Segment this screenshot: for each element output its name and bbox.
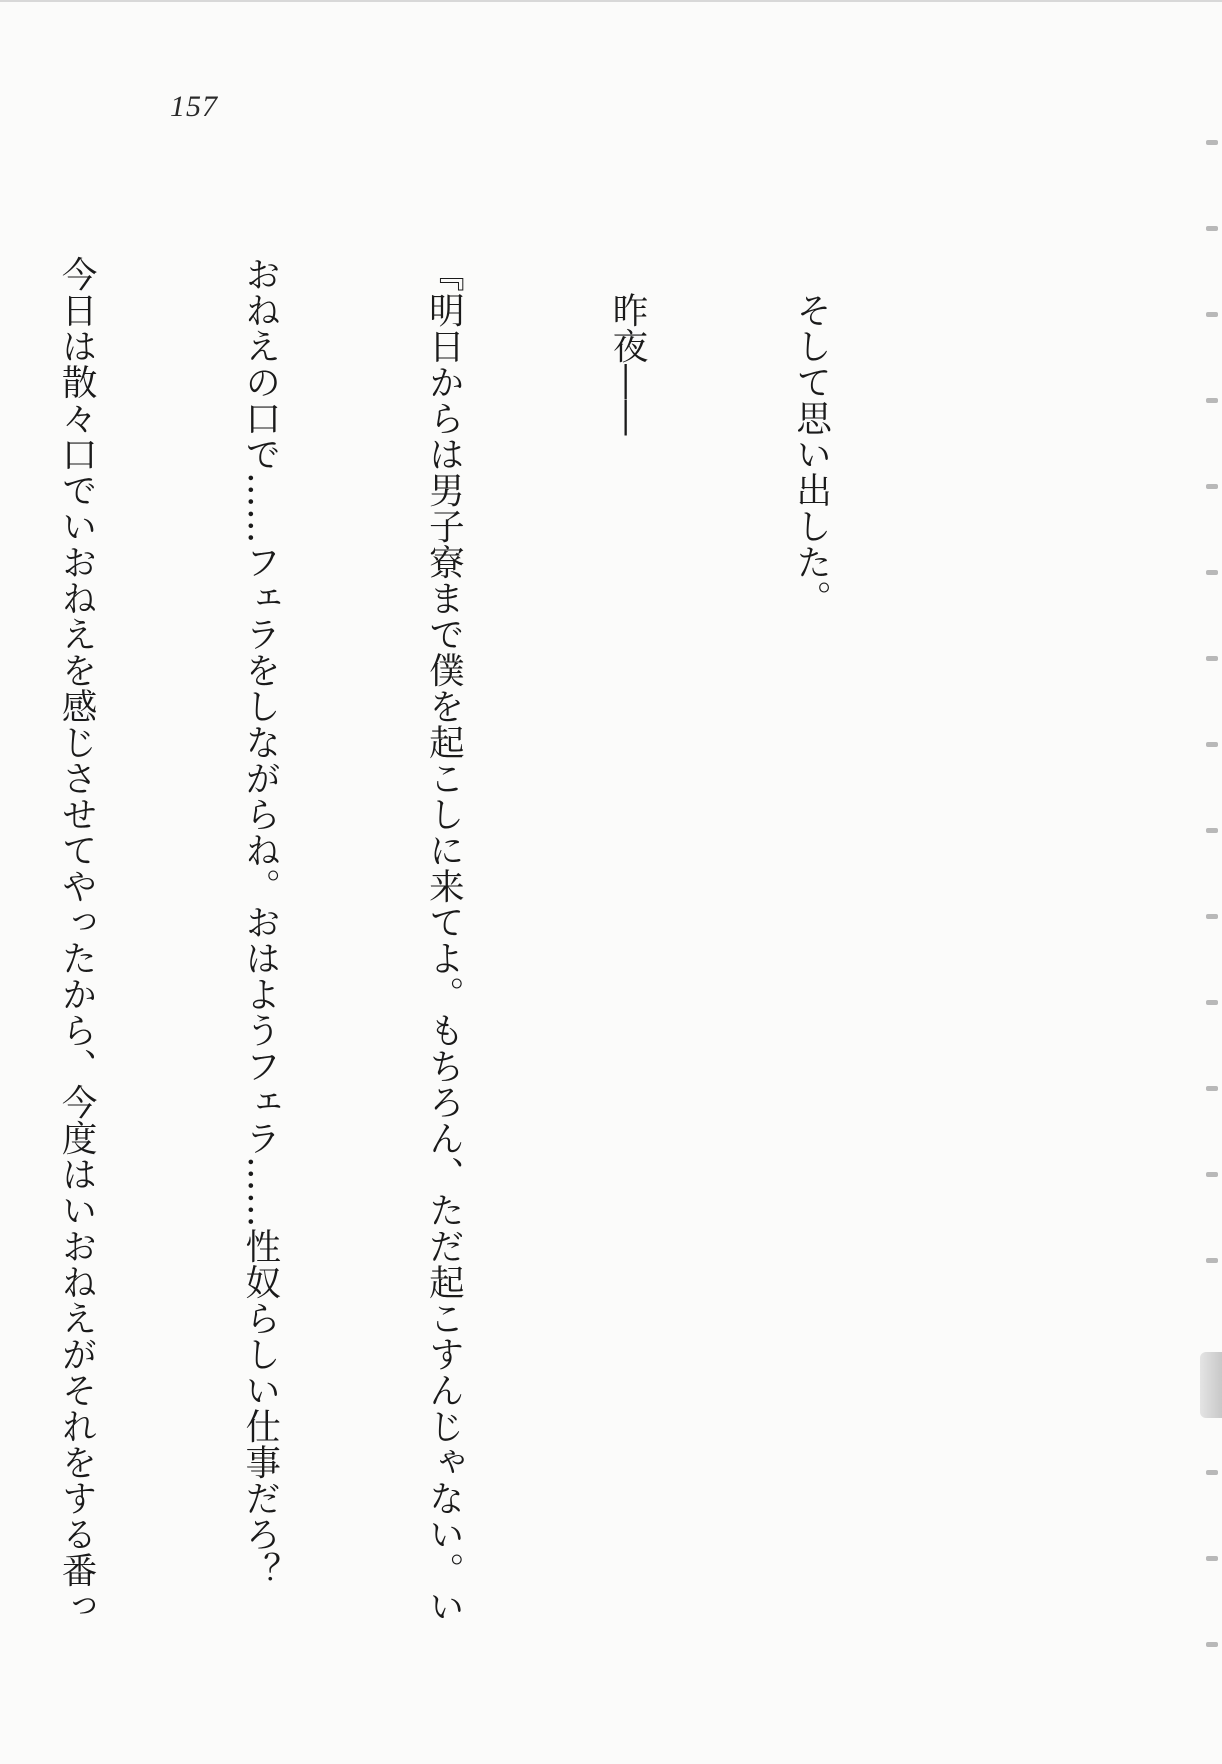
text-line: 『明日からは男子寮まで僕を起こしに来てよ。もちろん、ただ起こすんじゃない。い [423,256,465,1624]
scan-edge-mark [1206,1000,1218,1005]
text-line: そして思い出した。 [790,256,832,616]
scan-edge-mark [1206,1556,1218,1561]
scan-edge-mark [1206,140,1218,145]
scan-edge-mark [1206,1642,1218,1647]
scan-edge-mark [1206,914,1218,919]
scan-edge-mark [1206,656,1218,661]
scan-edge-mark [1206,1470,1218,1475]
scan-edge-mark [1206,484,1218,489]
scan-edge-mark [1206,828,1218,833]
page-number: 157 [170,90,218,123]
scan-edge-mark [1206,1258,1218,1263]
scan-edge-mark [1206,226,1218,231]
scan-edge-mark [1206,1172,1218,1177]
text-line: おねえの口で……フェラをしながらね。おはようフェラ……性奴らしい仕事だろ？ [239,256,281,1588]
scan-edge-mark [1206,1086,1218,1091]
top-scan-edge [0,0,1222,2]
scan-edge-mark [1206,312,1218,317]
text-line: 昨夜―― [606,256,648,436]
scan-edge-mark [1206,398,1218,403]
scan-edge-mark [1206,742,1218,747]
scan-edge-blob [1200,1352,1222,1418]
scan-edge-mark [1206,570,1218,575]
body-text [0,256,964,1636]
text-line: 今日は散々口でいおねえを感じさせてやったから、今度はいおねえがそれをする番っ [56,256,98,1624]
